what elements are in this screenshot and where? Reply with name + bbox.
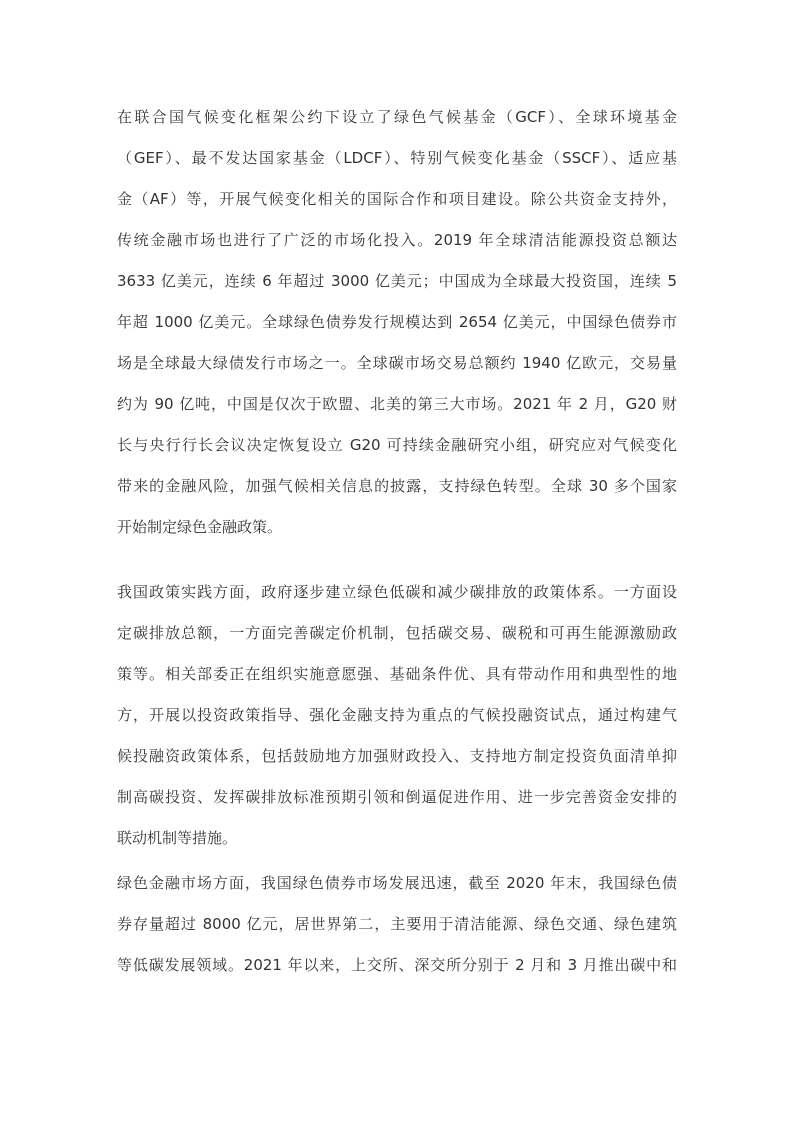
- text-line: 金（AF）等，开展气候变化相关的国际合作和项目建设。除公共资金支持外，: [117, 190, 677, 208]
- text-line: 策等。相关部委正在组织实施意愿强、基础条件优、具有带动作用和典型性的地: [117, 665, 677, 683]
- text-line: 在联合国气候变化框架公约下设立了绿色气候基金（GCF）、全球环境基金: [117, 108, 677, 126]
- text-line: 带来的金融风险，加强气候相关信息的披露，支持绿色转型。全球 30 多个国家: [117, 477, 677, 495]
- text-line-last: 联动机制等措施。: [117, 829, 238, 847]
- text-line: 定碳排放总额，一方面完善碳定价机制，包括碳交易、碳税和可再生能源激励政: [117, 624, 677, 642]
- paragraph-green-finance-market: [117, 863, 677, 986]
- text-line: 3633 亿美元，连续 6 年超过 3000 亿美元；中国成为全球最大投资国，连续 5: [117, 272, 677, 290]
- text-line: 约为 90 亿吨，中国是仅次于欧盟、北美的第三大市场。2021 年 2 月，G20 财: [117, 395, 677, 413]
- text-line: 等低碳发展领域。2021 年以来，上交所、深交所分别于 2 月和 3 月推出碳中和: [117, 956, 677, 974]
- text-line: 长与央行行长会议决定恢复设立 G20 可持续金融研究小组，研究应对气候变化: [117, 436, 677, 454]
- paragraph-climate-funds: [117, 97, 677, 548]
- text-line: 我国政策实践方面，政府逐步建立绿色低碳和减少碳排放的政策体系。一方面设: [117, 583, 677, 601]
- text-line: 场是全球最大绿债发行市场之一。全球碳市场交易总额约 1940 亿欧元，交易量: [117, 354, 677, 372]
- text-line-last: 开始制定绿色金融政策。: [117, 518, 283, 536]
- text-line: （GEF）、最不发达国家基金（LDCF）、特别气候变化基金（SSCF）、适应基: [117, 149, 677, 167]
- text-line: 制高碳投资、发挥碳排放标准预期引领和倒逼促进作用、进一步完善资金安排的: [117, 788, 677, 806]
- text-line: 传统金融市场也进行了广泛的市场化投入。2019 年全球清洁能源投资总额达: [117, 231, 677, 249]
- text-line: 年超 1000 亿美元。全球绿色债券发行规模达到 2654 亿美元，中国绿色债券市: [117, 313, 677, 331]
- text-line: 候投融资政策体系，包括鼓励地方加强财政投入、支持地方制定投资负面清单抑: [117, 747, 677, 765]
- text-line: 券存量超过 8000 亿元，居世界第二，主要用于清洁能源、绿色交通、绿色建筑: [117, 915, 677, 933]
- text-line: 绿色金融市场方面，我国绿色债券市场发展迅速，截至 2020 年末，我国绿色债: [117, 874, 677, 892]
- paragraph-policy-practice: [117, 572, 677, 859]
- text-line: 方，开展以投资政策指导、强化金融支持为重点的气候投融资试点，通过构建气: [117, 706, 677, 724]
